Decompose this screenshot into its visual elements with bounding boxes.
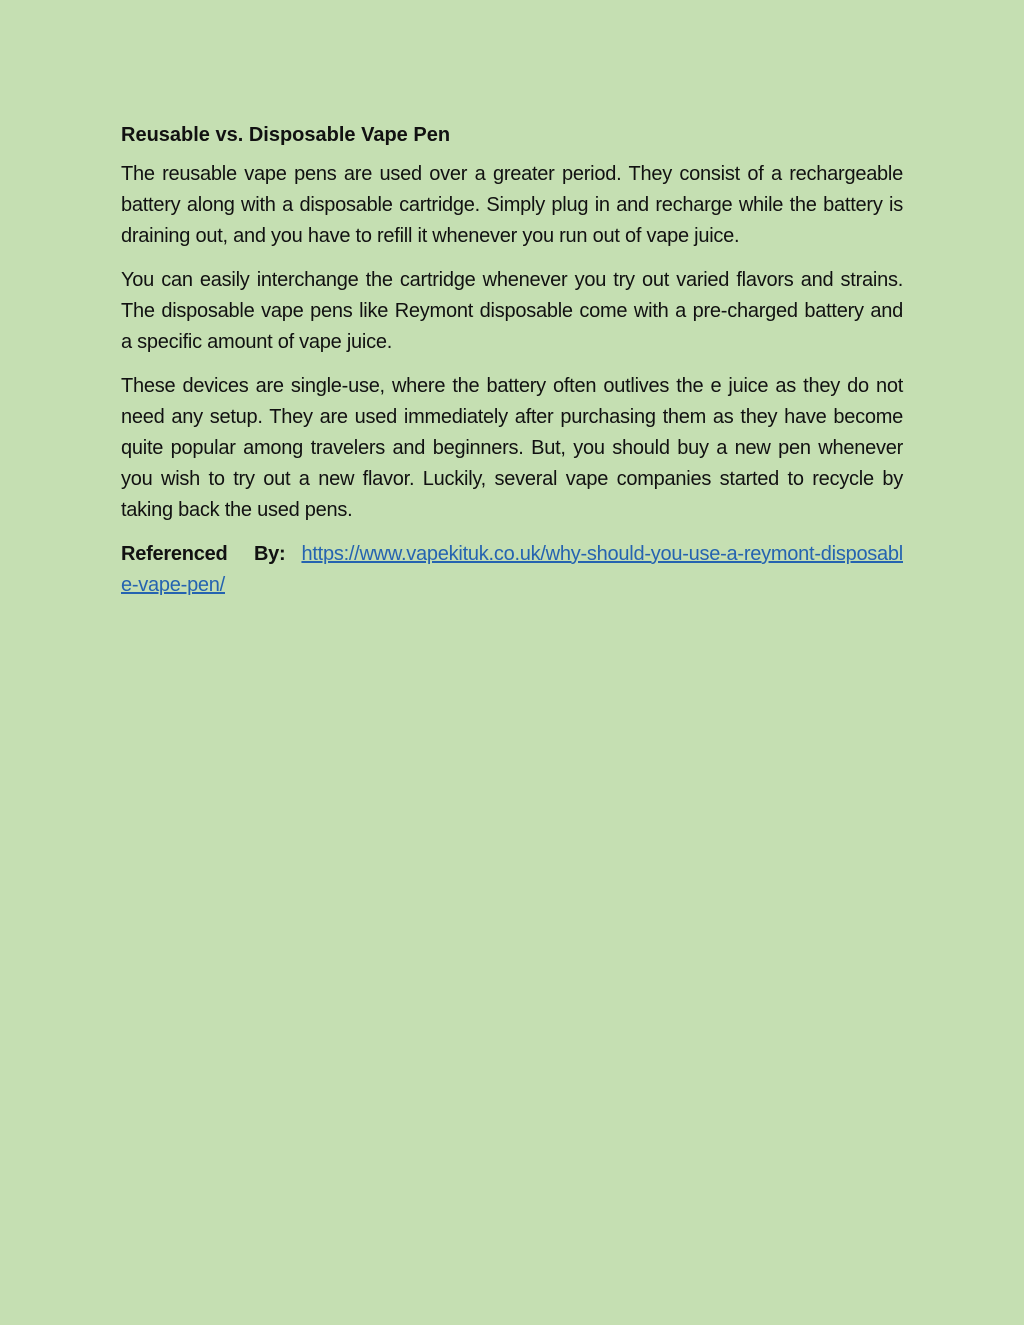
paragraph-cartridge-interchange: You can easily interchange the cartridge whenever you try out varied flavors and strains. The disposable vape pens like Reymont disposable come with a pre-charged battery and a specific amount of vape juice.	[121, 269, 903, 353]
reference-link[interactable]: https://www.vapekituk.co.uk/why-should-you-use-a-reymont-disposable-vape-pen/	[121, 543, 903, 596]
reference-line	[121, 539, 903, 601]
paragraph-reusable-pens: The reusable vape pens are used over a greater period. They consist of a rechargeable battery along with a disposable cartridge. Simply plug in and recharge while the battery is draining out, and you have to refill it whenever you run out of vape juice.	[121, 163, 903, 247]
reference-label: Referenced By:	[121, 543, 286, 565]
paragraph-single-use-devices: These devices are single-use, where the battery often outlives the e juice as they do not need any setup. They are used immediately after purchasing them as they have become quite popular among travelers and beginners. But, you should buy a new pen whenever you wish to try out a new flavor. Luckily, several vape companies started to recycle by taking back the used pens.	[121, 375, 903, 521]
section-heading: Reusable vs. Disposable Vape Pen	[121, 124, 451, 146]
